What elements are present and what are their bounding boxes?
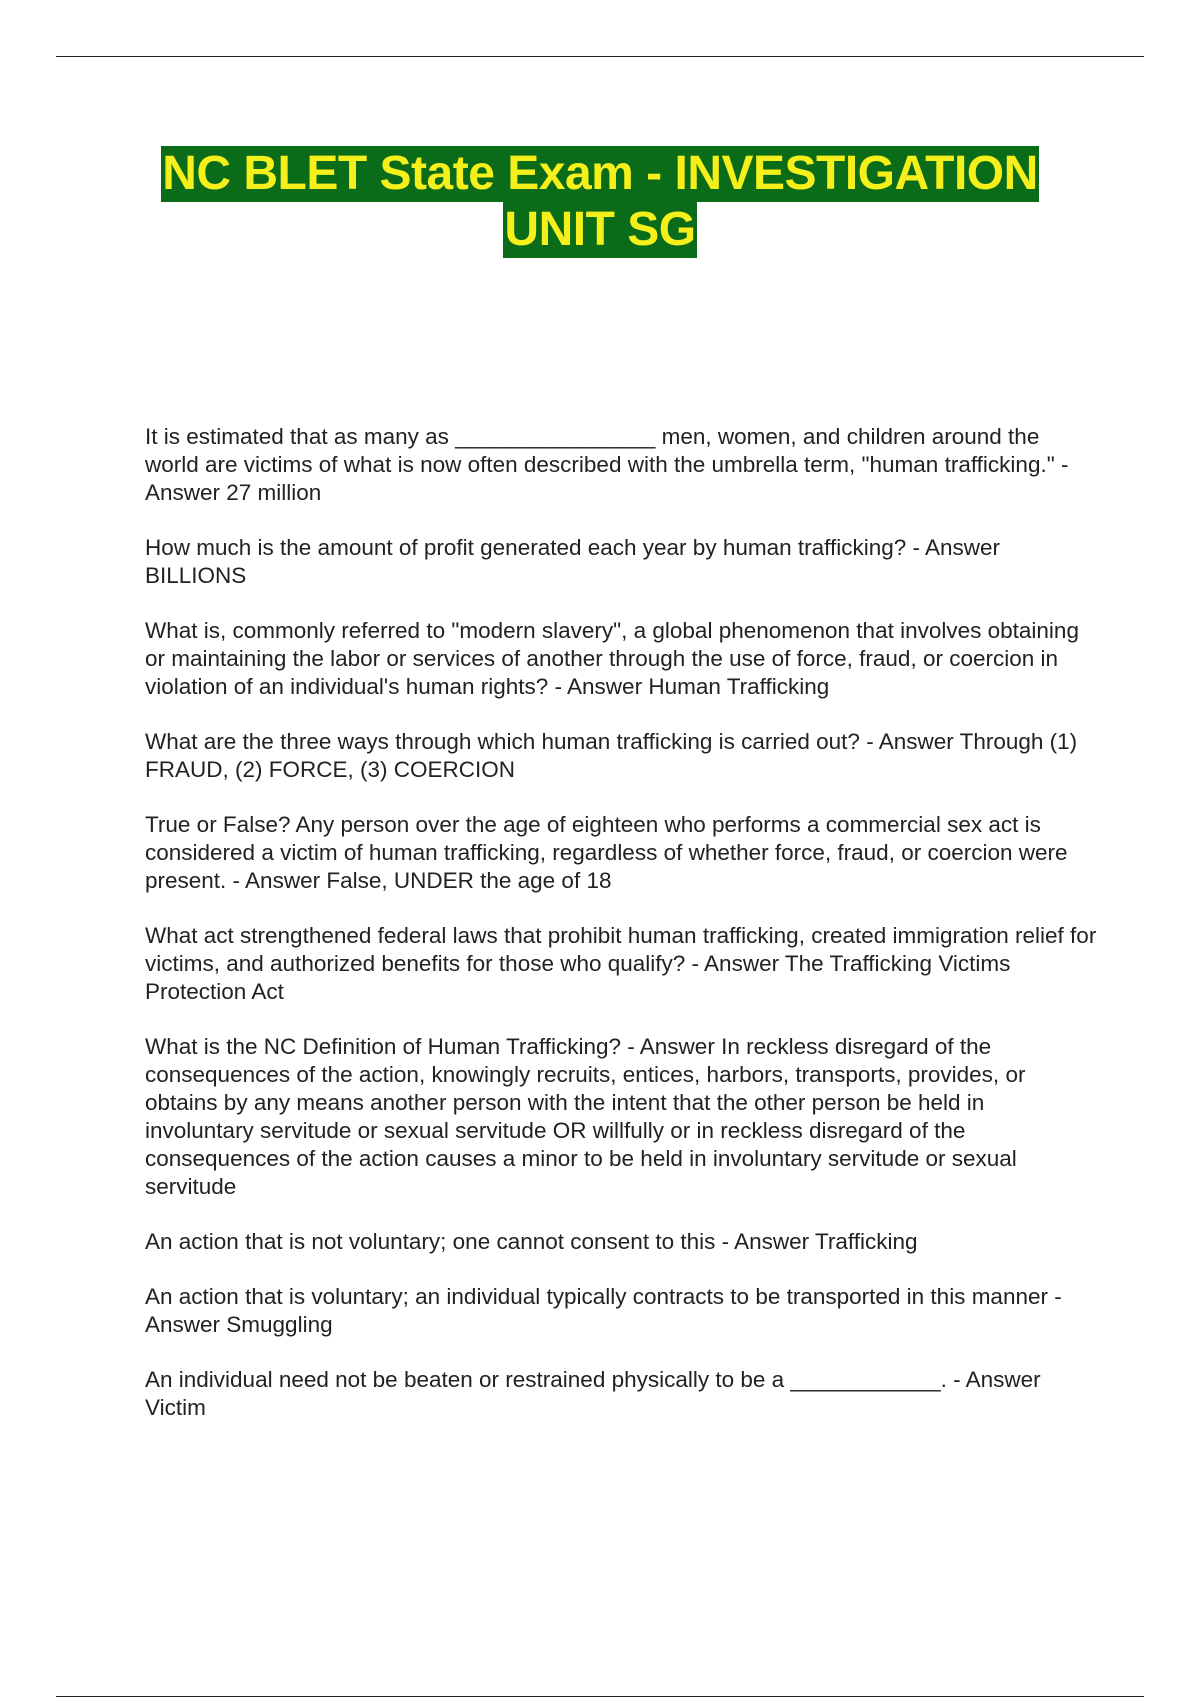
qa-item-2: How much is the amount of profit generated each year by human trafficking? - Answer BILLIONS	[145, 535, 1001, 588]
title-line-1-container	[0, 146, 1200, 202]
title-line-2: UNIT SG	[504, 203, 696, 256]
qa-item-10: An individual need not be beaten or restrained physically to be a ____________. - Answer Victim	[145, 1367, 1041, 1420]
qa-item-7: What is the NC Definition of Human Trafficking? - Answer In reckless disregard of the consequences of the action, knowingly recruits, entices, harbors, transports, provides, or obtains by any means another person with the intent that the other person be held in involuntary servitude or sexual servitude OR willfully or in reckless disregard of the consequences of the action causes a minor to be held in involuntary servitude or sexual servitude	[145, 1034, 1026, 1199]
question-answer-list	[145, 423, 1097, 1449]
qa-item-6: What act strengthened federal laws that prohibit human trafficking, created immigration relief for victims, and authorized benefits for those who qualify? - Answer The Trafficking Victims Protection Act	[145, 923, 1097, 1004]
page-title	[0, 146, 1200, 258]
title-line-2-container	[0, 202, 1200, 258]
qa-item-5: True or False? Any person over the age of eighteen who performs a commercial sex act is considered a victim of human trafficking, regardless of whether force, fraud, or coercion were present. - Answer False, UNDER the age of 18	[145, 812, 1068, 893]
bottom-rule	[56, 1696, 1144, 1697]
qa-item-1: It is estimated that as many as ________________ men, women, and children around the world are victims of what is now often described with the umbrella term, "human trafficking." - Answer 27 million	[145, 424, 1069, 505]
qa-item-4: What are the three ways through which human trafficking is carried out? - Answer Through (1) FRAUD, (2) FORCE, (3) COERCION	[145, 729, 1078, 782]
qa-item-9: An action that is voluntary; an individual typically contracts to be transported in this manner - Answer Smuggling	[145, 1284, 1062, 1337]
qa-item-3: What is, commonly referred to "modern slavery", a global phenomenon that involves obtaining or maintaining the labor or services of another through the use of force, fraud, or coercion in violation of an individual's human rights? - Answer Human Trafficking	[145, 618, 1079, 699]
title-line-1: NC BLET State Exam - INVESTIGATION	[162, 147, 1038, 200]
qa-item-8: An action that is not voluntary; one cannot consent to this - Answer Trafficking	[145, 1229, 918, 1254]
top-rule	[56, 56, 1144, 57]
